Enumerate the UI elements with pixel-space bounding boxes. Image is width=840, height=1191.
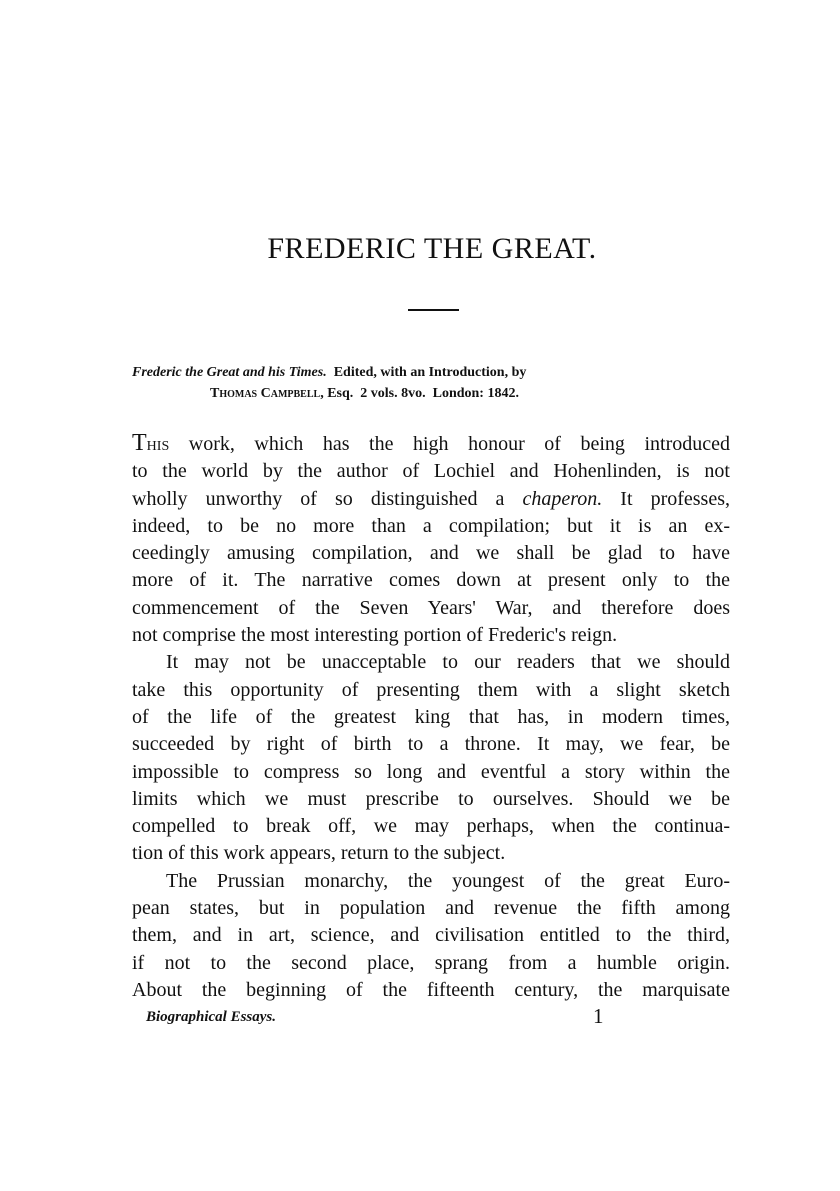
citation-book-title: Frederic the Great and his Times. [132, 365, 327, 380]
body-line: more of it. The narrative comes down at present only to the [132, 569, 730, 592]
body-line: tion of this work appears, return to the subject. [132, 842, 506, 865]
body-line: impossible to compress so long and eventful a story within the [132, 760, 730, 783]
signature-mark: Biographical Essays. [146, 1009, 277, 1025]
citation [132, 362, 732, 404]
body-line: The Prussian monarchy, the youngest of the great Euro- [166, 869, 730, 892]
body-line: commencement of the Seven Years' War, and therefore does [132, 596, 730, 619]
citation-volumes: 2 vols. 8vo. [360, 386, 426, 401]
drop-capital: T [132, 430, 147, 456]
body-line: of the life of the greatest king that has, in modern times, [132, 705, 730, 728]
body-line: not comprise the most interesting portion of Frederic's reign. [132, 624, 618, 647]
citation-editor-name: Thomas Campbell [210, 386, 321, 401]
body-line: them, and in art, science, and civilisation entitled to the third, [132, 924, 730, 947]
body-line: pean states, but in population and revenue the fifth among [132, 897, 730, 920]
citation-editor-suffix: , Esq. [320, 386, 354, 401]
body-line: indeed, to be no more than a compilation; but it is an ex- [132, 514, 730, 537]
page-number: 1 [593, 1004, 604, 1028]
citation-line-2 [132, 383, 732, 404]
body-line: limits which we must prescribe to ourselves. Should we be [132, 787, 730, 810]
citation-editor-intro: Edited, with an Introduction, by [333, 365, 527, 380]
emphasis-chaperon: chaperon. [522, 487, 603, 510]
body-text [132, 430, 730, 1004]
body-line: wholly unworthy of so distinguished a chaperon. It professes, [132, 487, 730, 510]
body-line: compelled to break off, we may perhaps, when the continua- [132, 815, 730, 838]
body-line: This work, which has the high honour of being introduced [132, 430, 730, 456]
body-line: About the beginning of the fifteenth century, the marquisate [132, 978, 730, 1001]
body-line: take this opportunity of presenting them with a slight sketch [132, 678, 730, 701]
body-line: ceedingly amusing compilation, and we shall be glad to have [132, 542, 730, 565]
body-line: succeeded by right of birth to a throne. It may, we fear, be [132, 733, 730, 756]
drop-capital-rest: his [146, 433, 170, 455]
page-title: FREDERIC THE GREAT. [267, 232, 597, 265]
body-line: It may not be unacceptable to our readers that we should [166, 651, 730, 674]
citation-line-1 [132, 362, 732, 383]
body-line: if not to the second place, sprang from a humble origin. [132, 951, 730, 974]
title-rule [408, 309, 459, 311]
citation-place-date: London: 1842. [432, 386, 519, 401]
body-line: to the world by the author of Lochiel and Hohenlinden, is not [132, 460, 730, 483]
